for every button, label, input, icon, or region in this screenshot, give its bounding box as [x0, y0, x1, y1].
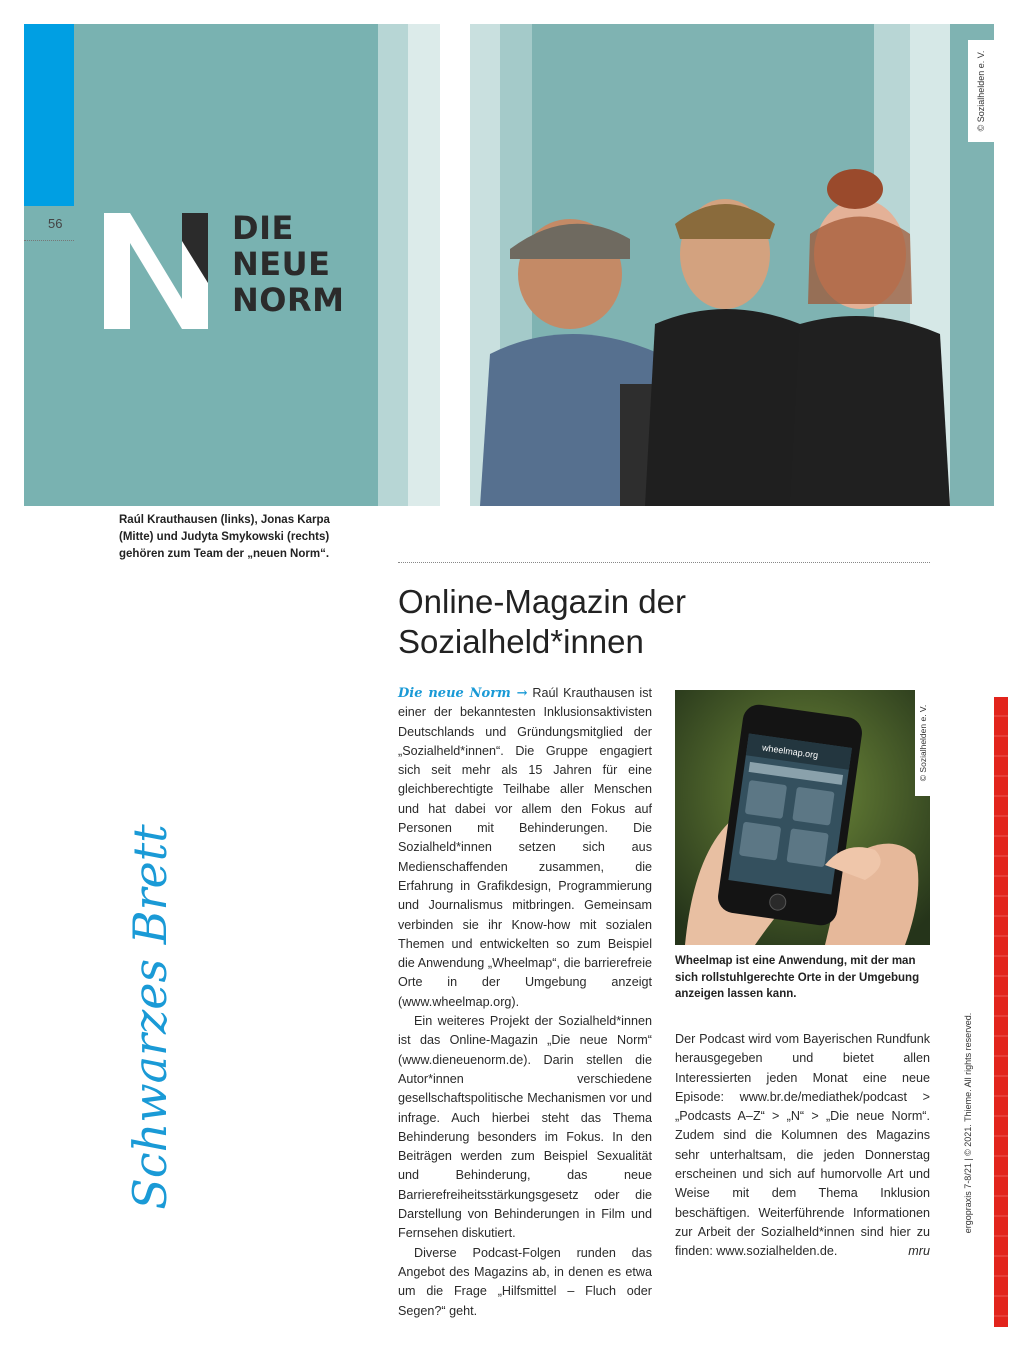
paragraph-4-text: Der Podcast wird vom Bayerischen Rundfunk herausgegeben und bietet allen Interessierten jeden Monat eine neue Episode: www.br.de/mediathek/podcast > „Podcasts A–Z“ > „N“ > „Die neue Norm“. Zudem sind die Kolumnen des Magazins sehr unterhaltsam, die jeden Donnerstag erscheinen und sich auf humorvolle Art und Weise mit dem Thema Inklusion beschäftigen. Weiterführende Informationen zur Arbeit der Sozialheld*innen sind hier zu finden: www.sozialhelden.de. [675, 1032, 930, 1259]
page-number: 56 [48, 216, 63, 231]
paragraph-3: Diverse Podcast-Folgen runden das Angebot des Magazins ab, in denen es etwa um die Frage „Hilfsmittel – Fluch oder Segen?“ geht. [398, 1245, 652, 1318]
lead-in: Die neue Norm → [398, 686, 528, 701]
photo-credit-text: © Sozialhelden e. V. [976, 50, 986, 132]
photo-credit-2-text: © Sozialhelden e. V. [918, 704, 928, 782]
team-photo [470, 24, 994, 506]
article-title-line-2: Sozialheld*innen [398, 623, 644, 660]
photo-caption-2: Wheelmap ist eine Anwendung, mit der man sich rollstuhlgerechte Orte in der Umgebung anzeigen lassen kann. [675, 955, 920, 1000]
app-name: wheelmap.org [761, 742, 819, 761]
paragraph-1 [398, 684, 652, 1012]
logo-wordmark [232, 210, 344, 318]
article-title-line-1: Online-Magazin der [398, 583, 686, 620]
photo-credit [968, 40, 994, 142]
title-rule [398, 562, 930, 563]
section-label [120, 795, 180, 1240]
page-tab [24, 24, 74, 206]
photo-credit-2 [915, 690, 931, 796]
page-number-rule [24, 240, 74, 241]
copyright-notice [958, 1003, 978, 1243]
logo-line-2: NEUE [232, 245, 331, 283]
article-column-1 [398, 684, 652, 1321]
paragraph-2: Ein weiteres Projekt der Sozialheld*innen ist das Online-Magazin „Die neue Norm“ (www.dieneuenorm.de). Darin stellen die Autor*innen verschiedene gesellschaftspolitische Mechanismen vor und infrage. Auch hierbei steht das Thema Behinderung besonders im Fokus. In den Beiträgen werden zum Beispiel Sexualität und Behinderung, das neue Barrierefreiheitsstärkungsgesetz oder die Darstellung von Behinderungen in Film und Fernsehen diskutiert. [398, 1014, 652, 1241]
section-label-text: Schwarzes Brett [123, 824, 177, 1210]
author-signature: mru [908, 1244, 930, 1259]
copyright-text: ergopraxis 7-8/21 | © 2021. Thieme. All rights reserved. [963, 1012, 973, 1234]
paragraph-4 [675, 1030, 930, 1262]
photo-caption: Raúl Krauthausen (links), Jonas Karpa (Mitte) und Judyta Smykowski (rechts) gehören zum Team der „neuen Norm“. [119, 514, 330, 560]
paragraph-1-text: Raúl Krauthausen ist einer der bekanntesten Inklusionsaktivisten Deutschlands und Gründungsmitglied der „Sozialheld*innen“. Die Gruppe engagiert sich seit mehr als 15 Jahren für eine gleichberechtigte Teilhabe aller Menschen und hat dabei vor allem den Fokus auf Personen mit Behinderungen. Die Sozialheld*innen setzen sich aus Medienschaffenden zusammen, die Erfahrung in Grafikdesign, Programmierung und Journalismus mitbringen. Gemeinsam verbinden sie ihr Know-how mit sozialen Themen und entwickelten so zum Beispiel die Anwendung „Wheelmap“, die barrierefreie Orte in der Umgebung anzeigt (www.wheelmap.org). [398, 686, 652, 1009]
logo-line-3: NORM [232, 281, 345, 319]
article-title [398, 582, 930, 662]
logo-line-1: DIE [232, 209, 294, 247]
edge-bar-texture [994, 697, 1008, 1327]
wheelmap-photo [675, 690, 930, 945]
article-column-2 [675, 1030, 930, 1262]
logo-n-icon [104, 213, 208, 329]
